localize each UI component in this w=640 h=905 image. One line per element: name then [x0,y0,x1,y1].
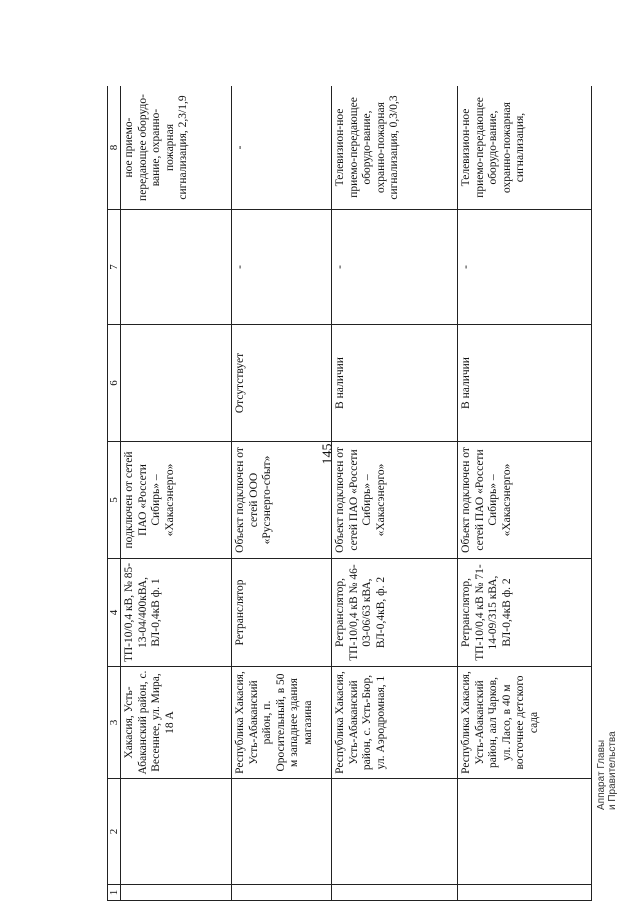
table-row [458,86,592,901]
table-row [332,86,458,901]
cell-address: Республика Хакасия, Усть-Абаканский район, аал Чарков, ул. Ласо, в 40 м восточнее детского сада [458,667,592,779]
office-stamp [596,731,618,810]
cell-power-source: Объект подключен от сетей ПАО «Россети Сибирь» – «Хакасэнерго» [458,442,592,559]
cell-col7: - [232,210,332,325]
cell-col2 [121,779,232,885]
cell-power-source: Объект подключен от сетей ПАО «Россети Сибирь» – «Хакасэнерго» [332,442,458,559]
cell-equipment: Ретранслятор, ТП-10/0,4 кВ № 46-03-06/63 кВА, ВЛ-0,4кВ, ф. 2 [332,559,458,667]
cell-description: - [232,86,332,210]
column-number: 4 [108,559,121,667]
cell-equipment: Ретранслятор, ТП-10/0,4 кВ № 71-14-09/315 кВА, ВЛ-0,4кВ ф. 2 [458,559,592,667]
data-table [107,86,592,901]
cell-description: ное приемо-передающее оборудо-вание, охранно-пожарная сигнализация, 2,3/1,9 [121,86,232,210]
cell-availability [121,325,232,442]
cell-col7: - [332,210,458,325]
header-row [108,86,121,901]
column-number: 2 [108,779,121,885]
cell-description: Телевизион-ное приемо-передающее оборудо-вание, охранно-пожарная сигнализация, [458,86,592,210]
cell-col1 [332,885,458,901]
table-body [108,86,592,901]
cell-description: Телевизион-ное приемо-передающее оборудо-вание, охранно-пожарная сигнализация, 0,3/0,3 [332,86,458,210]
cell-availability: Отсутствует [232,325,332,442]
column-number: 7 [108,210,121,325]
cell-col1 [232,885,332,901]
column-number: 5 [108,442,121,559]
cell-col1 [121,885,232,901]
table-row [121,86,232,901]
stamp-line: Аппарат Главы [596,739,607,810]
cell-col1 [458,885,592,901]
column-number: 8 [108,86,121,210]
cell-address: Республика Хакасия, Усть-Абаканский район, п. Оросительный, в 50 м западнее здания магазина [232,667,332,779]
cell-power-source: подключен от сетей ПАО «Россети Сибирь» – «Хакасэнерго» [121,442,232,559]
cell-col7: - [458,210,592,325]
cell-availability: В наличии [332,325,458,442]
cell-address: Хакасия, Усть-Абаканский район, с. Весеннее, ул. Мира, 18 А [121,667,232,779]
column-number: 6 [108,325,121,442]
page-number: 145 [320,443,336,465]
table-row [232,86,332,901]
cell-col2 [458,779,592,885]
cell-power-source: Объект подключен от сетей ООО «Русэнерго-сбыт» [232,442,332,559]
cell-equipment: ТП-10/0,4 кВ, № 85-13-04/400кВА, ВЛ-0,4кВ ф. 1 [121,559,232,667]
cell-address: Республика Хакасия, Усть-Абаканский район, с. Усть-Бюр, ул. Аэродромная, 1 [332,667,458,779]
cell-col2 [232,779,332,885]
column-number: 3 [108,667,121,779]
column-number: 1 [108,885,121,901]
cell-col2 [332,779,458,885]
cell-col7 [121,210,232,325]
table-container [107,86,592,901]
cell-availability: В наличии [458,325,592,442]
cell-equipment: Ретранслятор [232,559,332,667]
stamp-line: и Правительства [607,731,618,810]
